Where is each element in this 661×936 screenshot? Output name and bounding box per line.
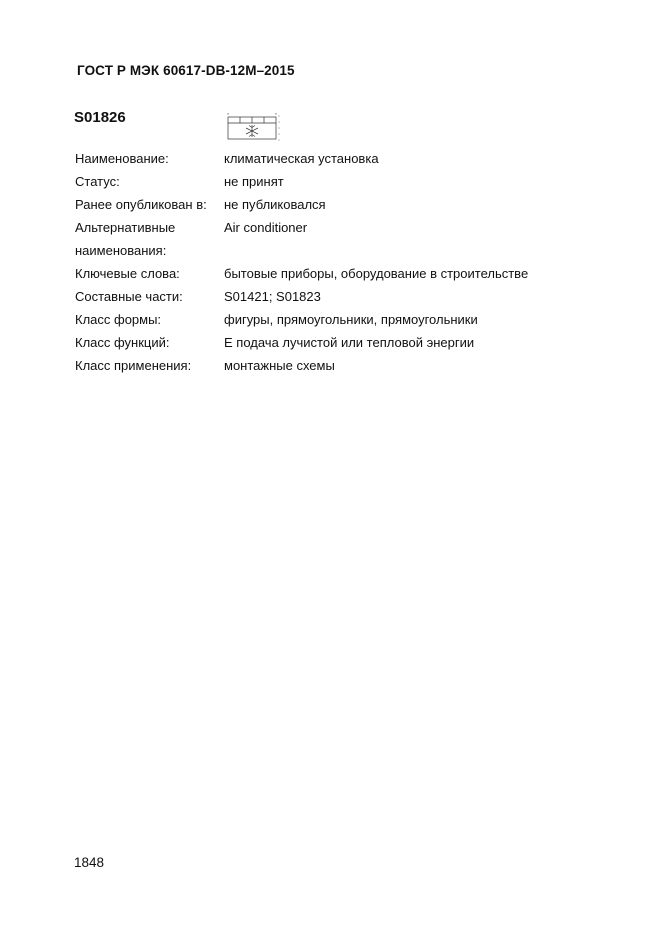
property-label: Составные части: xyxy=(75,289,183,304)
property-value: бытовые приборы, оборудование в строительстве xyxy=(224,266,529,281)
property-value: климатическая установка xyxy=(224,151,379,166)
property-row-alternative-names xyxy=(75,216,595,262)
property-label: Ключевые слова: xyxy=(75,266,180,281)
page-number: 1848 xyxy=(74,855,105,870)
property-row-name xyxy=(75,147,595,170)
property-value: не принят xyxy=(224,174,284,189)
property-label: Наименование: xyxy=(75,151,169,166)
property-row-function-class xyxy=(75,331,595,354)
property-row-components xyxy=(75,285,595,308)
property-label: Класс формы: xyxy=(75,312,162,327)
property-row-status xyxy=(75,170,595,193)
property-row-application-class xyxy=(75,354,595,377)
symbol-code: S01826 xyxy=(74,109,126,126)
property-row-keywords xyxy=(75,262,595,285)
property-label: Ранее опубликован в: xyxy=(75,197,207,212)
property-value: Air conditioner xyxy=(224,220,308,235)
property-label: Альтернативные наименования: xyxy=(75,220,176,258)
property-row-shape-class xyxy=(75,308,595,331)
property-label: Статус: xyxy=(75,174,120,189)
property-label: Класс применения: xyxy=(75,358,192,373)
property-value: фигуры, прямоугольники, прямоугольники xyxy=(224,312,478,327)
air-conditioner-symbol-icon xyxy=(226,112,282,142)
symbol-properties xyxy=(75,147,595,377)
property-label: Класс функций: xyxy=(75,335,170,350)
property-row-previously-published xyxy=(75,193,595,216)
property-value: не публиковался xyxy=(224,197,326,212)
property-value: E подача лучистой или тепловой энергии xyxy=(224,335,475,350)
property-value: S01421; S01823 xyxy=(224,289,321,304)
property-value: монтажные схемы xyxy=(224,358,335,373)
document-header: ГОСТ Р МЭК 60617-DB-12M–2015 xyxy=(77,63,295,78)
